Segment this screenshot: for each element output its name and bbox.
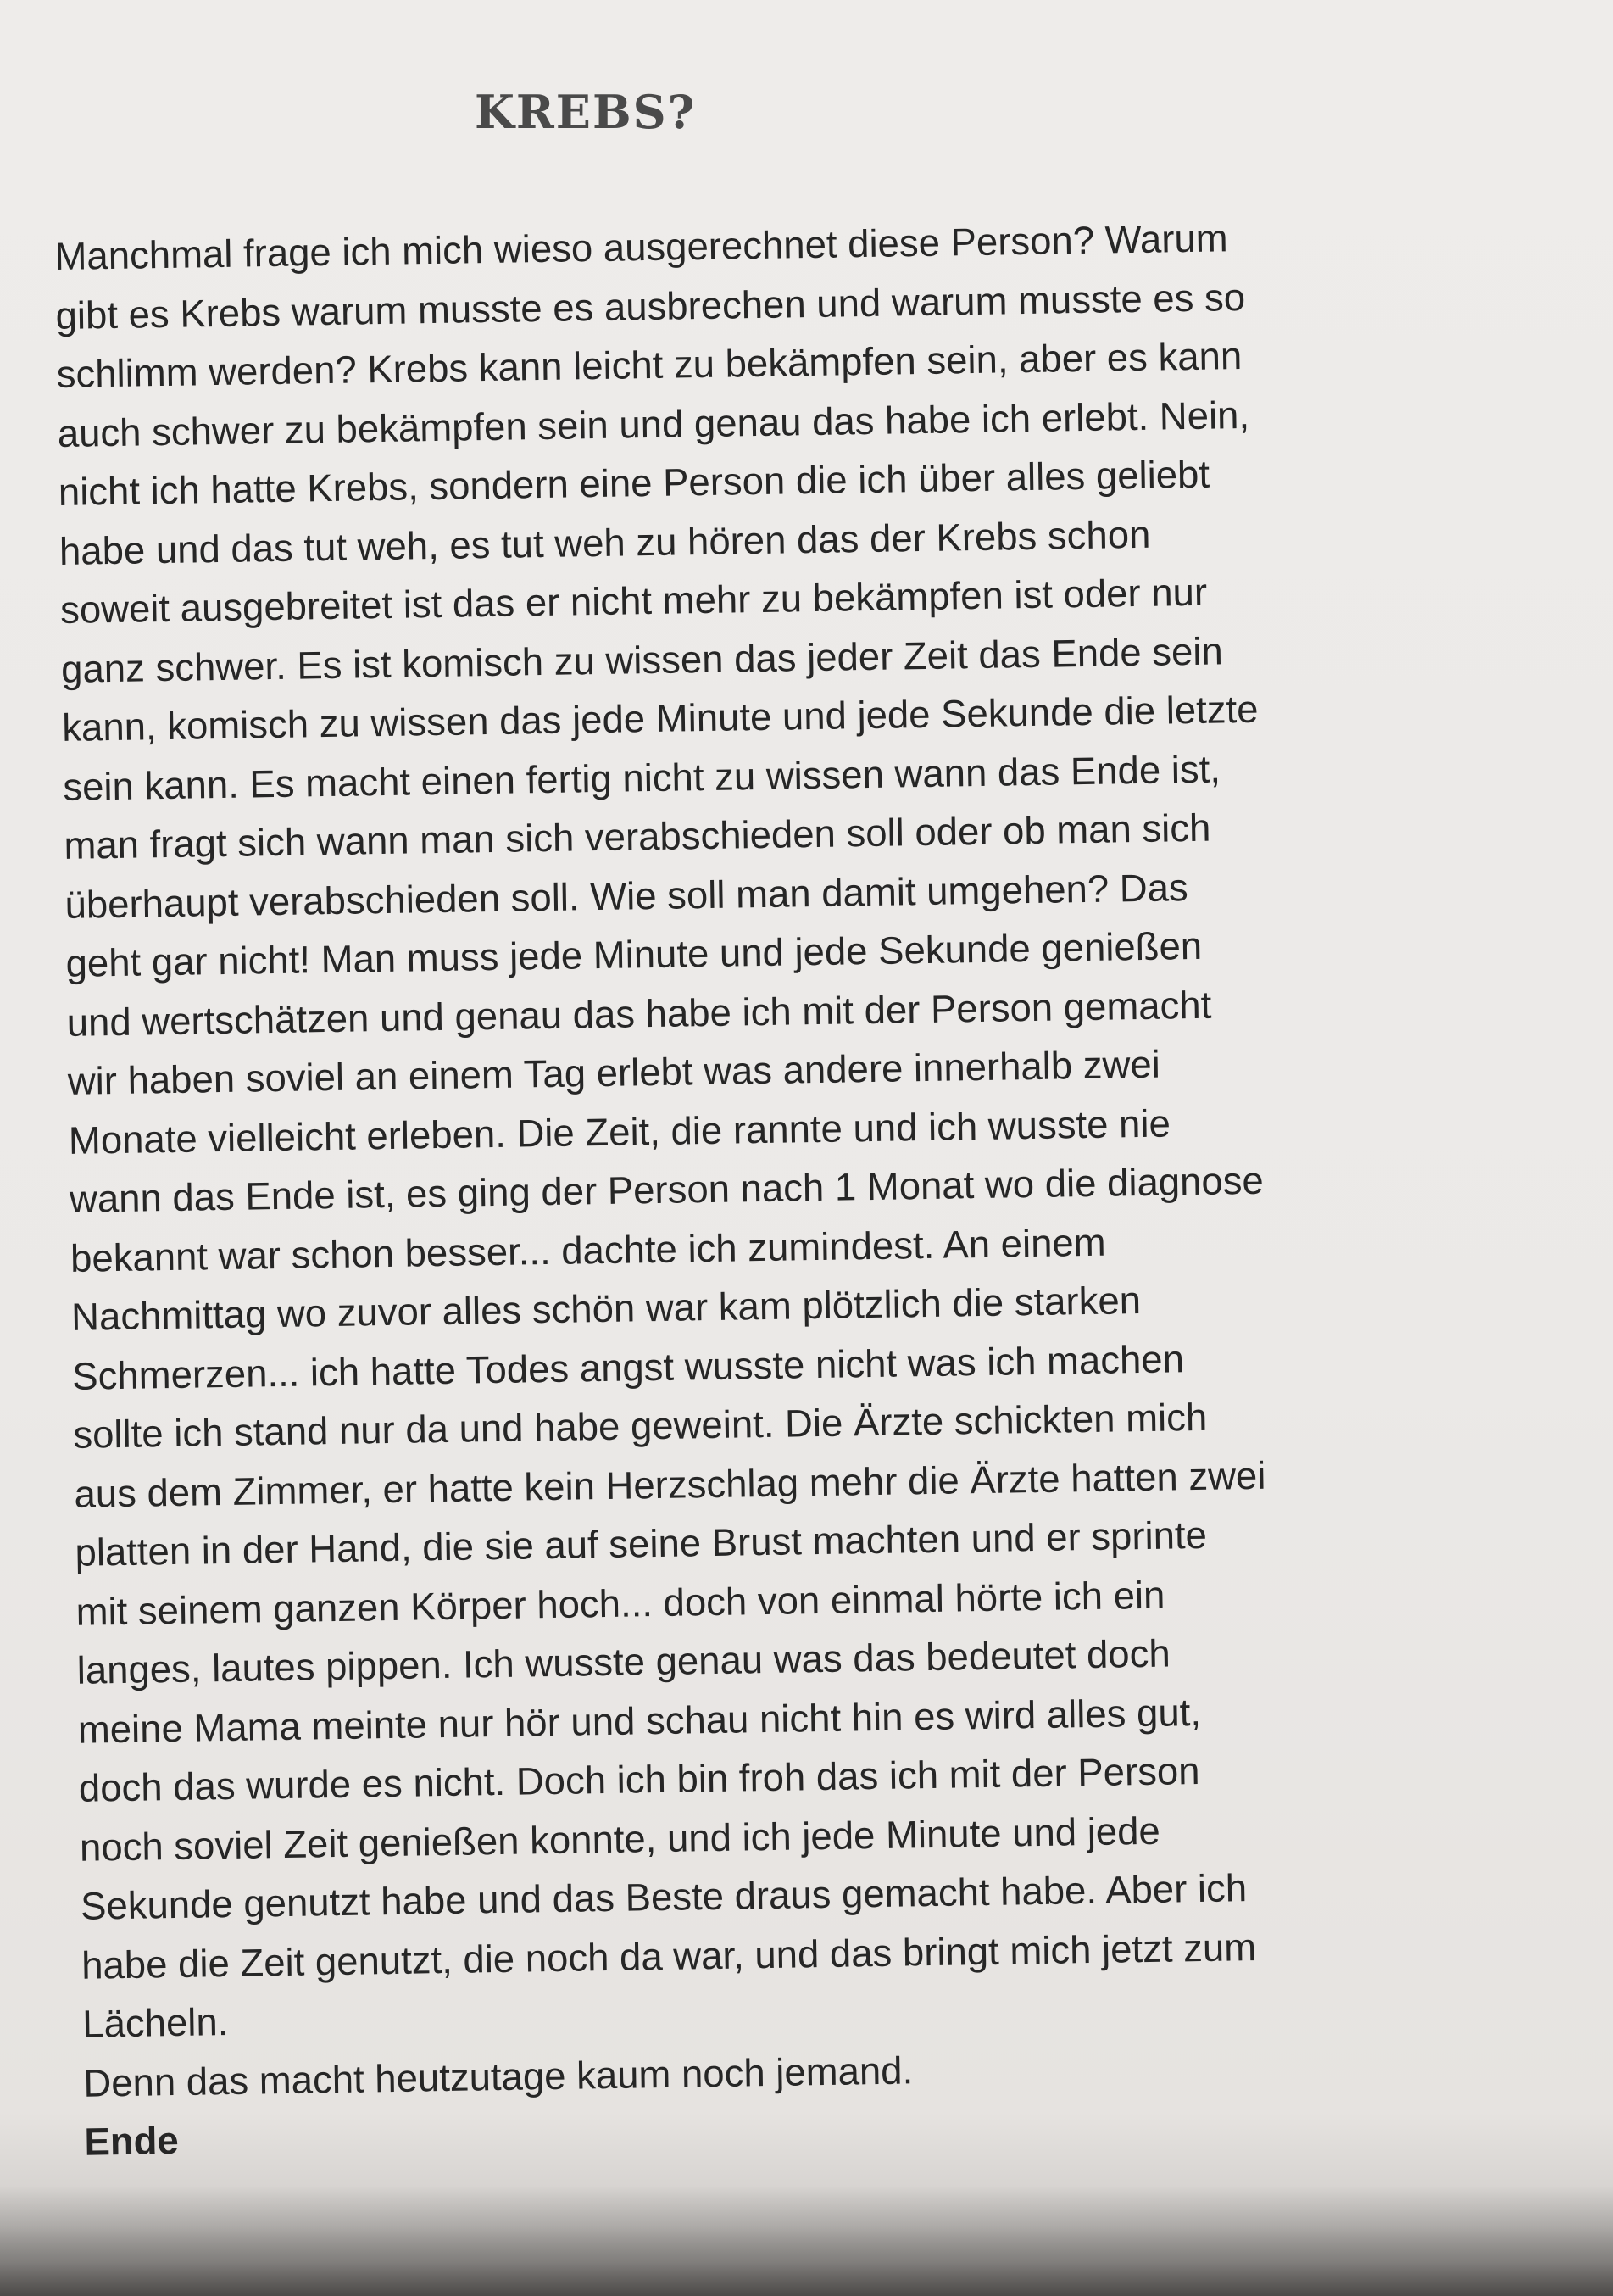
text-line: auch schwer zu bekämpfen sein und genau das habe ich erlebt. Nein, [57, 393, 1250, 455]
text-line: sollte ich stand nur da und habe geweint. Die Ärzte schickten mich [72, 1395, 1208, 1457]
text-line: und wertschätzen und genau das habe ich mit der Person gemacht [66, 983, 1212, 1045]
text-line: bekannt war schon besser... dachte ich zumindest. An einem [70, 1220, 1106, 1280]
text-line: wann das Ende ist, es ging der Person nach 1 Monat wo die diagnose [69, 1158, 1265, 1221]
text-line: langes, lautes pippen. Ich wusste genau was das bedeutet doch [76, 1631, 1171, 1692]
text-line: man fragt sich wann man sich verabschieden soll oder ob man sich [64, 805, 1211, 867]
text-line: wir haben soviel an einem Tag erlebt was andere innerhalb zwei [67, 1042, 1161, 1103]
text-line: platten in der Hand, die sie auf seine Brust machten und er sprinte [75, 1513, 1208, 1574]
text-line: überhaupt verabschieden soll. Wie soll man damit umgehen? Das [64, 865, 1189, 927]
text-line: geht gar nicht! Man muss jede Minute und jede Sekunde genießen [65, 923, 1203, 985]
text-line: Sekunde genutzt habe und das Beste draus gemacht habe. Aber ich [80, 1866, 1248, 1928]
text-line: Manchmal frage ich mich wieso ausgerechnet diese Person? Warum [54, 216, 1228, 278]
text-line: habe die Zeit genutzt, die noch da war, und das bringt mich jetzt zum [81, 1925, 1257, 1987]
text-line: mit seinem ganzen Körper hoch... doch von einmal hörte ich ein [75, 1573, 1165, 1634]
text-line: habe und das tut weh, es tut weh zu hören das der Krebs schon [58, 512, 1151, 573]
page-bottom-shadow [0, 2186, 1613, 2296]
document-body [54, 206, 1458, 2172]
text-line: Lächeln. [81, 2000, 229, 2046]
text-line: Monate vielleicht erleben. Die Zeit, die rannte und ich wusste nie [68, 1101, 1171, 1162]
text-line: Nachmittag wo zuvor alles schön war kam plötzlich die starken [70, 1279, 1142, 1339]
text-line: nicht ich hatte Krebs, sondern eine Person die ich über alles geliebt [58, 452, 1210, 514]
ending-label: Ende [84, 2118, 180, 2164]
text-line: soweit ausgebreitet ist das er nicht mehr zu bekämpfen ist oder nur [59, 570, 1208, 632]
text-line: schlimm werden? Krebs kann leicht zu bekämpfen sein, aber es kann [56, 334, 1243, 396]
text-line: ganz schwer. Es ist komisch zu wissen das jeder Zeit das Ende sein [60, 628, 1224, 691]
text-line: Schmerzen... ich hatte Todes angst wusste nicht was ich machen [71, 1336, 1185, 1398]
text-line: sein kann. Es macht einen fertig nicht zu wissen wann das Ende ist, [62, 746, 1221, 809]
text-line: doch das wurde es nicht. Doch ich bin froh das ich mit der Person [78, 1748, 1200, 1810]
text-line: noch soviel Zeit genießen konnte, und ich jede Minute und jede [79, 1808, 1161, 1870]
text-line: aus dem Zimmer, er hatte kein Herzschlag mehr die Ärzte hatten zwei [74, 1453, 1266, 1516]
text-line: kann, komisch zu wissen das jede Minute und jede Sekunde die letzte [61, 687, 1259, 750]
text-line: Denn das macht heutzutage kaum noch jemand. [82, 2048, 914, 2105]
text-line: gibt es Krebs warum musste es ausbrechen und warum musste es so [55, 275, 1246, 337]
document-title: KREBS? [475, 85, 697, 139]
text-line: meine Mama meinte nur hör und schau nicht hin es wird alles gut, [77, 1690, 1202, 1752]
